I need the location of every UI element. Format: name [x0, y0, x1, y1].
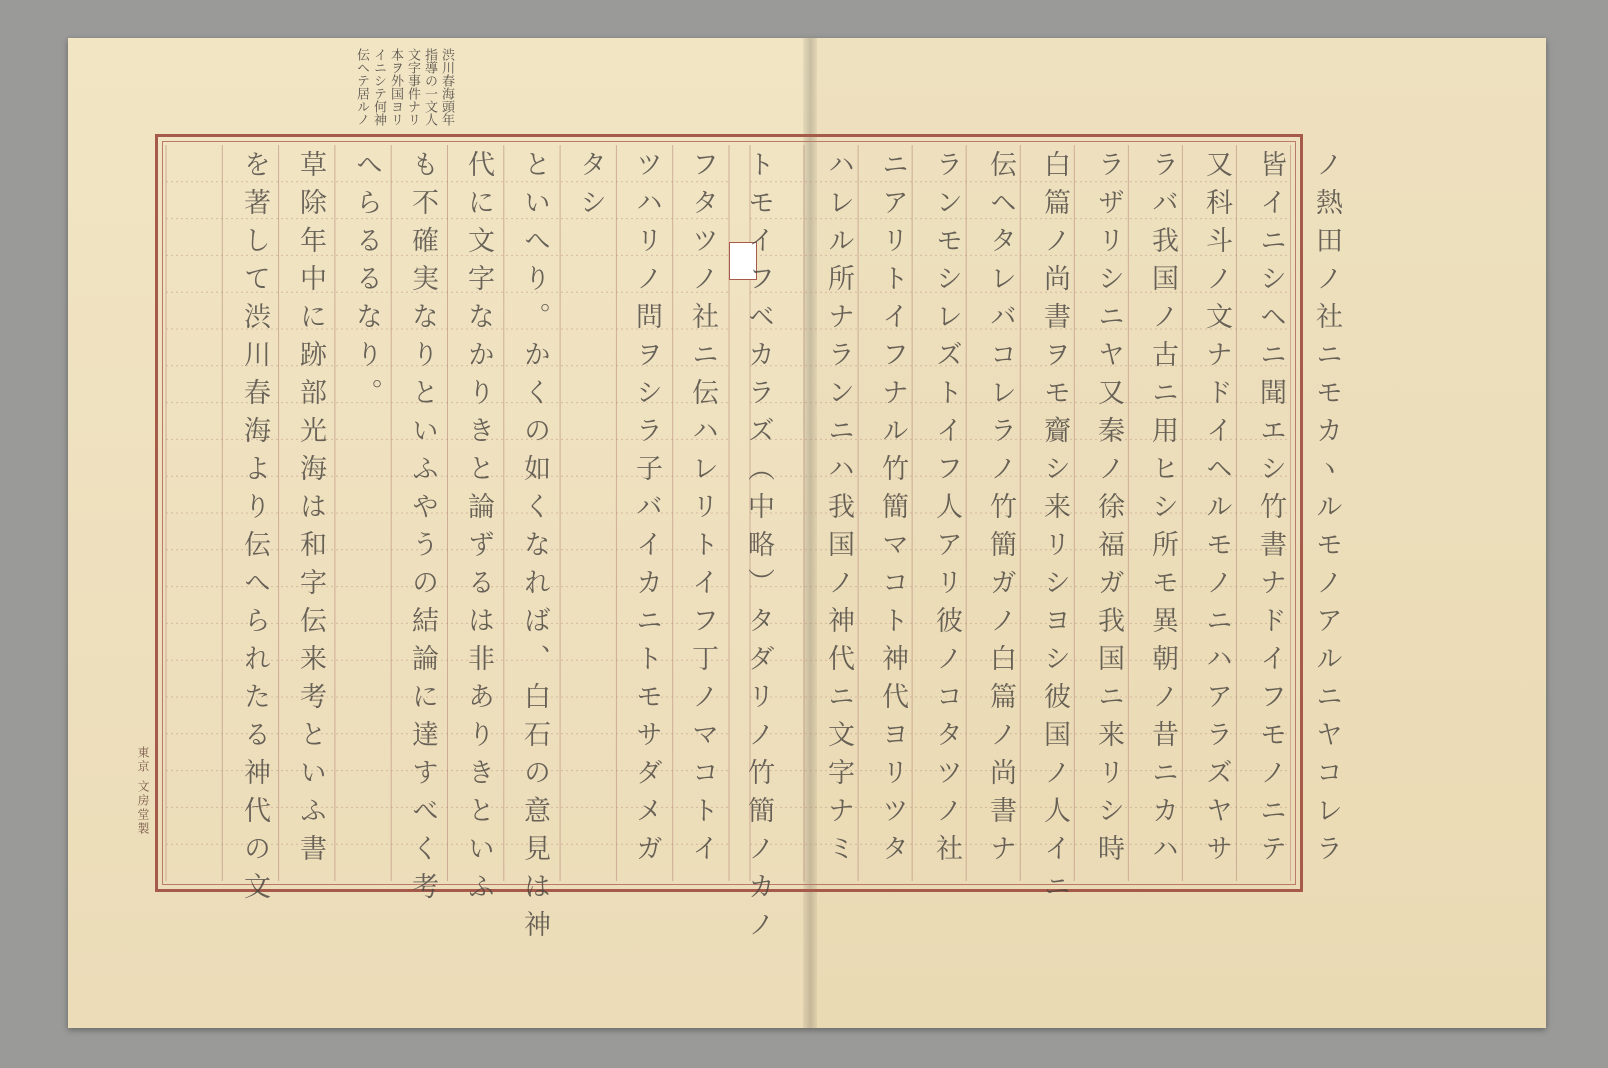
- manuscript-column: ラバ我国ノ古ニ用ヒシ所モ異朝ノ昔ニカハ: [1147, 150, 1178, 872]
- margin-note-line: 本ヲ外国ヨリ: [388, 48, 403, 126]
- manuscript-column: ランモシレズトイフ人アリ彼ノコタツノ社: [931, 150, 962, 872]
- margin-note-line: イニシテ何神: [371, 48, 386, 126]
- manuscript-column: トモイフベカラズ（中略）タダリノ竹簡ノカノ: [743, 150, 774, 948]
- manuscript-column: ニアリトイフナル竹簡マコト神代ヨリツタ: [877, 150, 908, 872]
- manuscript-column: 代に文字なかりきと論ずるは非ありきといふ: [463, 150, 494, 910]
- manuscript-column: を著して渋川春海より伝へられたる神代の文: [239, 150, 270, 910]
- manuscript-column: フタツノ社ニ伝ハレリトイフ丁ノマコトイ: [687, 150, 718, 872]
- manuscript-column: 伝ヘタレバコレラノ竹簡ガノ白篇ノ尚書ナ: [985, 150, 1016, 872]
- margin-note-line: 文字事件ナリ: [405, 48, 420, 126]
- imprint: 東京 文房堂製: [136, 746, 150, 836]
- manuscript-column: も不確実なりといふやうの結論に達すべく考: [407, 150, 438, 910]
- margin-note-line: 渋川春海頭年: [439, 48, 454, 126]
- manuscript-column: 又科斗ノ文ナドイヘルモノニハアラズヤサ: [1201, 150, 1232, 872]
- manuscript-column: タシ: [575, 150, 606, 226]
- margin-note-line: 伝ヘテ居ルノ: [354, 48, 369, 126]
- margin-note-line: 指導の一文人: [422, 48, 437, 126]
- manuscript-column: 白篇ノ尚書ヲモ齎シ来リシヨシ彼国ノ人イニ: [1039, 150, 1070, 910]
- manuscript-column: 皆イニシヘニ聞エシ竹書ナドイフモノニテ: [1255, 150, 1286, 872]
- manuscript-column: といへり。かくの如くなれば、白石の意見は神: [519, 150, 550, 948]
- manuscript-column: へらるるなり。: [351, 150, 382, 416]
- manuscript-column: ラザリシニヤ又秦ノ徐福ガ我国ニ来リシ時: [1093, 150, 1124, 872]
- manuscript-column: ツハリノ問ヲシラ子バイカニトモサダメガ: [631, 150, 662, 872]
- manuscript-column: ハレル所ナランニハ我国ノ神代ニ文字ナミ: [823, 150, 854, 872]
- manuscript-column: 草除年中に跡部光海は和字伝来考といふ書: [295, 150, 326, 872]
- manuscript-column: ノ熱田ノ社ニモカヽルモノアルニヤコレラ: [1311, 150, 1342, 872]
